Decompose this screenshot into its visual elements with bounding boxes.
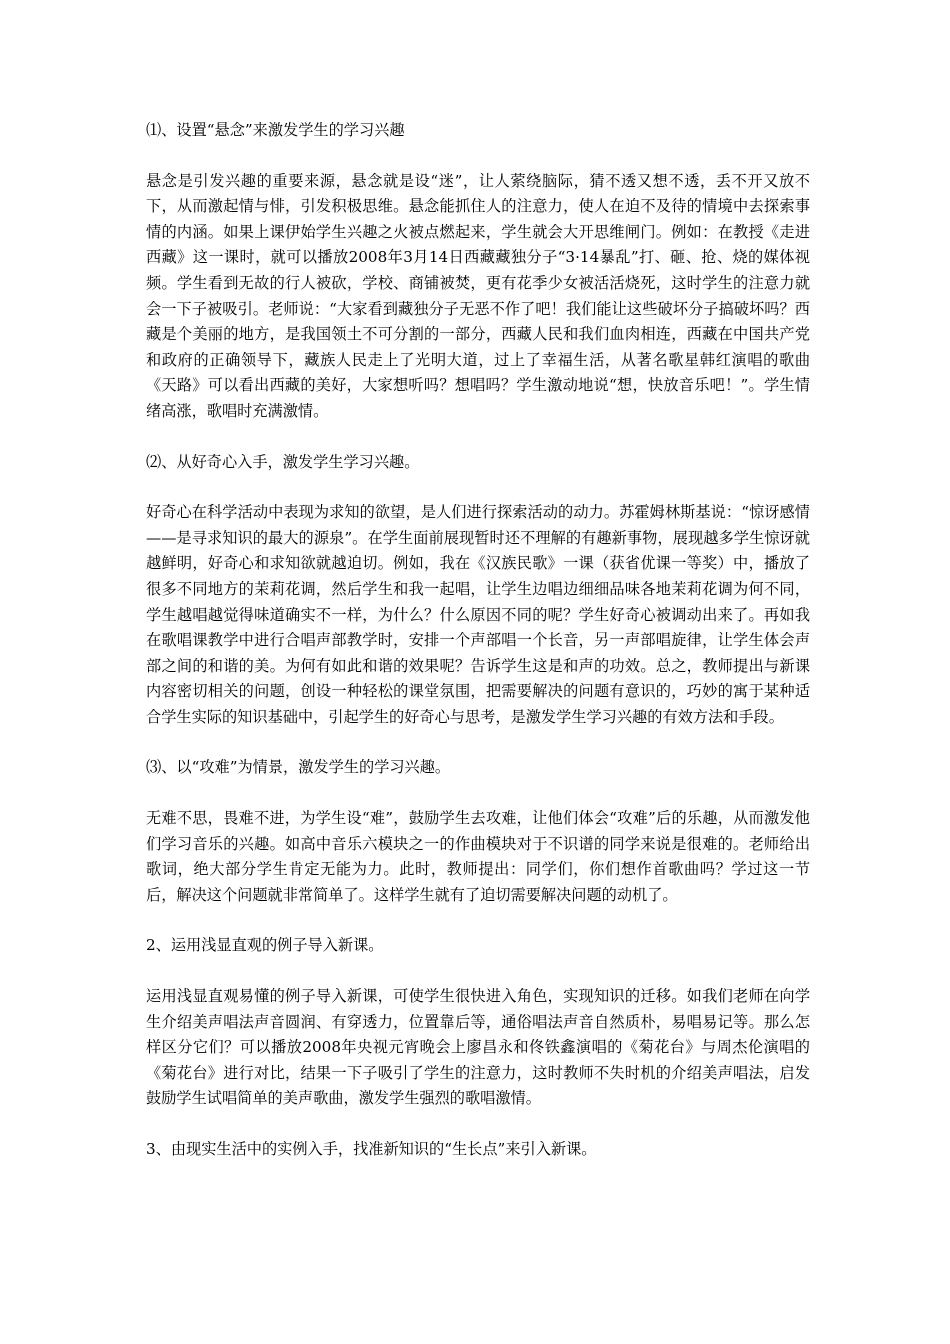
section-heading-3: ⑶、以“攻难”为情景，激发学生的学习兴趣。	[146, 758, 451, 777]
section-heading-4: 2、运用浅显直观的例子导入新课。	[146, 936, 384, 955]
section-heading-2: ⑵、从好奇心入手，激发学生学习兴趣。	[146, 452, 420, 471]
paragraph-examples: 运用浅显直观易懂的例子导入新课，可使学生很快进入角色，实现知识的迁移。如我们老师在向学生介绍美声唱法声音圆润、有穿透力，位置靠后等，通俗唱法声音自然质朴，易唱易记等。那么怎样区分它们？可以播放2008年央视元宵晚会上廖昌永和佟铁鑫演唱的《菊花台》与周杰伦演唱的《菊花台》进行对比，结果一下子吸引了学生的注意力，这时教师不失时机的介绍美声唱法，启发鼓励学生试唱简单的美声歌曲，激发学生强烈的歌唱激情。	[146, 987, 810, 1108]
section-heading-5: 3、由现实生活中的实例入手，找准新知识的“生长点”来引入新课。	[146, 1140, 597, 1158]
paragraph-curiosity: 好奇心在科学活动中表现为求知的欲望，是人们进行探索活动的动力。苏霍姆林斯基说：“惊讶感情——是寻求知识的最大的源泉”。在学生面前展现暂时还不理解的有趣新事物，展现越多学生惊讶就越鲜明，好奇心和求知欲就越迫切。例如，我在《汉族民歌》一课（获省优课一等奖）中，播放了很多不同地方的茉莉花调，然后学生和我一起唱，让学生边唱边细细品味各地茉莉花调为何不同，学生越唱越觉得味道确实不一样，为什么？什么原因不同的呢？学生好奇心被调动出来了。再如我在歌唱课教学中进行合唱声部教学时，安排一个声部唱一个长音，另一声部唱旋律，让学生体会声部之间的和谐的美。为何有如此和谐的效果呢？告诉学生这是和声的功效。总之，教师提出与新课内容密切相关的问题，创设一种轻松的课堂氛围，把需要解决的问题有意识的，巧妙的寓于某种适合学生实际的知识基础中，引起学生的好奇心与思考，是激发学生学习兴趣的有效方法和手段。	[146, 503, 810, 726]
document-page	[146, 118, 810, 1188]
paragraph-challenge: 无难不思，畏难不进，为学生设“难”，鼓励学生去攻难，让他们体会“攻难”后的乐趣，从而激发他们学习音乐的兴趣。如高中音乐六模块之一的作曲模块对于不识谱的同学来说是很难的。老师给出歌词，绝大部分学生肯定无能为力。此时，教师提出：同学们，你们想作首歌曲吗？学过这一节后，解决这个问题就非常简单了。这样学生就有了迫切需要解决问题的动机了。	[146, 809, 810, 904]
section-heading-1: ⑴、设置“悬念”来激发学生的学习兴趣	[146, 121, 405, 139]
paragraph-suspense: 悬念是引发兴趣的重要来源，悬念就是设“迷”，让人萦绕脑际，猜不透又想不透，丢不开又放不下，从而激起情与悱，引发积极思维。悬念能抓住人的注意力，使人在迫不及待的情境中去探索事情的内涵。如果上课伊始学生兴趣之火被点燃起来，学生就会大开思维闸门。例如：在教授《走进西藏》这一课时，就可以播放2008年3月14日西藏藏独分子“3·14暴乱”打、砸、抢、烧的媒体视频。学生看到无故的行人被砍，学校、商铺被焚，更有花季少女被活活烧死，这时学生的注意力就会一下子被吸引。老师说：“大家看到藏独分子无恶不作了吧！我们能让这些破坏分子搞破坏吗？西藏是个美丽的地方，是我国领土不可分割的一部分，西藏人民和我们血肉相连，西藏在中国共产党和政府的正确领导下，藏族人民走上了光明大道，过上了幸福生活，从著名歌星韩红演唱的歌曲《天路》可以看出西藏的美好，大家想听吗？想唱吗？学生激动地说“想，快放音乐吧！”。学生情绪高涨，歌唱时充满激情。	[146, 171, 810, 420]
